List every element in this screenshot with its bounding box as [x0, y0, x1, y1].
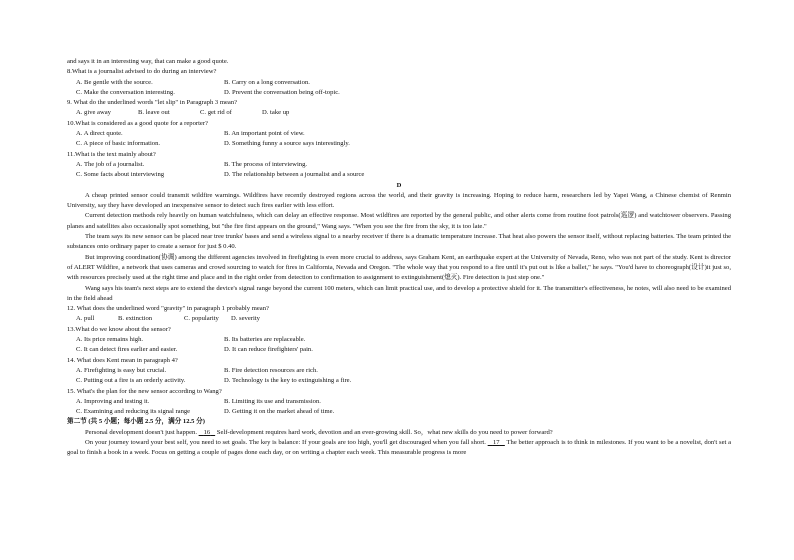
options-row: [67, 345, 731, 355]
text-line: and says it in an interesting way, that can make a good quote.: [67, 58, 229, 65]
option-d: D. Technology is the key to extinguishing a fire.: [224, 377, 352, 385]
options-row: [67, 335, 731, 345]
option-b: B. extinction: [118, 315, 153, 323]
options-row: [67, 108, 731, 118]
question-10: 10.What is considered as a good quote for a reporter?: [67, 119, 208, 127]
question-9: 9. What do the underlined words "let slip" in Paragraph 3 mean?: [67, 99, 238, 107]
option-d: D. Prevent the conversation being off-topic.: [224, 88, 340, 96]
page-content: [67, 57, 731, 459]
option-c: C. Some facts about interviewing: [76, 171, 165, 179]
option-d: D. take up: [262, 109, 290, 117]
question-11: 11.What is the text mainly about?: [67, 150, 156, 158]
option-d: D. severity: [231, 315, 260, 323]
passage-text: On your journey toward your best self, you need to set goals. The key is balance: If your goals are too high, you'll get discouraged when you fall short.: [85, 438, 486, 446]
options-row: [67, 314, 731, 324]
options-row: [67, 366, 731, 376]
option-a: A. Firefighting is easy but crucial.: [76, 366, 167, 374]
question-12: 12. What does the underlined word "gravity" in paragraph 1 probably mean?: [67, 305, 269, 313]
option-c: C. A piece of basic information.: [76, 140, 161, 148]
option-b: B. Carry on a long conversation.: [224, 78, 310, 86]
options-row: [67, 88, 731, 98]
question-14: 14. What does Kent mean in paragraph 4?: [67, 356, 178, 364]
option-d: D. Getting it on the market ahead of time.: [224, 408, 335, 416]
passage-text: The better approach is to think in milestones. If you want to be a novelist, don't set a goal to finish a book in a week. Focus on getting a couple of pages done each day, or on writing a chapter each week. This measurable progress is more: [67, 438, 732, 457]
passage-paragraph-1: A cheap printed sensor could transmit wildfire warnings. Wildfires have recently destroyed regions across the world, and their gravity is increasing. Hoping to reduce harm, researchers led by Yapei Wang, a Chinese chemist of Renmin University, say they have developed an inexpensive sensor to detect such fires earlier with less effort.: [67, 191, 731, 210]
options-row: [67, 139, 731, 149]
passage-paragraph-2: Current detection methods rely heavily on human watchfulness, which can delay an effective response. Most wildfires are reported by the general public, and other alerts come from routine foot patrols(巡逻) and watchtower observers. Passing planes and satellites also occasionally spot something, but "the fire first appears on the ground," Wang says. "When you see the fire from the sky, it is too late.": [67, 212, 731, 230]
blank-16[interactable]: [199, 429, 216, 436]
option-c: C. Make the conversation interesting.: [76, 88, 175, 96]
option-b: B. An important point of view.: [224, 130, 305, 138]
options-row: [67, 129, 731, 139]
option-a: A. Its price remains high.: [76, 336, 144, 344]
option-a: A. give away: [76, 109, 111, 117]
option-b: B. Limiting its use and transmission.: [224, 397, 321, 405]
option-d: D. The relationship between a journalist and a source: [224, 171, 365, 179]
blank-number: 17: [492, 438, 500, 446]
option-b: B. The process of interviewing.: [224, 160, 308, 168]
option-c: C. Putting out a fire is an orderly activity.: [76, 377, 186, 385]
passage-paragraph-5: Wang says his team's next steps are to extend the device's signal range beyond the current 100 meters, which can limit practical use, and to develop a protective shield for it. The transmitter's effectiveness, he notes, will also need to be examined in the field ahead: [67, 284, 731, 302]
options-row: [67, 407, 731, 417]
options-row: [67, 160, 731, 170]
blank-number: 16: [203, 428, 211, 436]
option-d: D. Something funny a source says interestingly.: [224, 140, 350, 148]
option-a: A. Improving and testing it.: [76, 397, 150, 405]
passage-paragraph-3: The team says its new sensor can be placed near tree trunks' bases and send a wireless signal to a nearby receiver if there is a dramatic temperature increase. That heat also powers the sensor itself, without replacing batteries. The team printed the substances onto ordinary paper to create a sensor for just $ 0.40.: [67, 233, 731, 251]
options-row: [67, 170, 731, 180]
option-b: B. Its batteries are replaceable.: [224, 336, 306, 344]
option-c: C. Examining and reducing its signal range: [76, 408, 191, 416]
options-row: [67, 397, 731, 407]
section-d-heading: D: [396, 181, 402, 189]
question-15: 15. What's the plan for the new sensor according to Wang?: [67, 387, 222, 395]
question-8: 8.What is a journalist advised to do during an interview?: [67, 68, 217, 76]
blank-17[interactable]: [488, 439, 505, 446]
option-b: B. Fire detection resources are rich.: [224, 366, 318, 374]
option-a: A. Be gentle with the source.: [76, 78, 153, 86]
passage-paragraph-4: But improving coordination(协调) among the different agencies involved in firefighting is even more crucial to address, says Graham Kent, an earthquake expert at the University of Nevada, Reno, who was not part of the study. Kent is director of ALERT Wildfire, a network that uses cameras and crowd sourcing to watch for fires in California, Nevada and Oregon. "The whole way that you respond to a fire until it's put out is like a ballet," he says. "You'd have to choreograph(设计)it just so, with resources precisely used at the right time and place and in the right order from detection to confirmation to assignment to extinguishment(熄灭). Fire detection is just step one.": [67, 253, 731, 282]
option-c: C. get rid of: [200, 109, 232, 117]
option-b: B. leave out: [138, 109, 170, 117]
option-a: A. pull: [76, 315, 95, 323]
passage-text: Self-development requires hard work, devotion and an ever-growing skill. So，what new skills do you need to power forward?: [216, 428, 553, 436]
options-row: [67, 376, 731, 386]
question-13: 13.What do we know about the sensor?: [67, 325, 171, 333]
options-row: [67, 78, 731, 88]
passage-2-paragraph-1: [67, 428, 731, 438]
passage-text: Personal development doesn't just happen.: [85, 428, 197, 436]
option-c: C. popularity: [184, 315, 219, 323]
passage-2-paragraph-2: [67, 438, 731, 459]
option-d: D. It can reduce firefighters' pain.: [224, 346, 313, 354]
section-2-heading: 第二节 (共 5 小题；每小题 2.5 分，满分 12.5 分): [67, 418, 205, 426]
option-c: C. It can detect fires earlier and easier.: [76, 346, 178, 354]
option-a: A. The job of a journalist.: [76, 160, 145, 168]
option-a: A. A direct quote.: [76, 130, 123, 138]
